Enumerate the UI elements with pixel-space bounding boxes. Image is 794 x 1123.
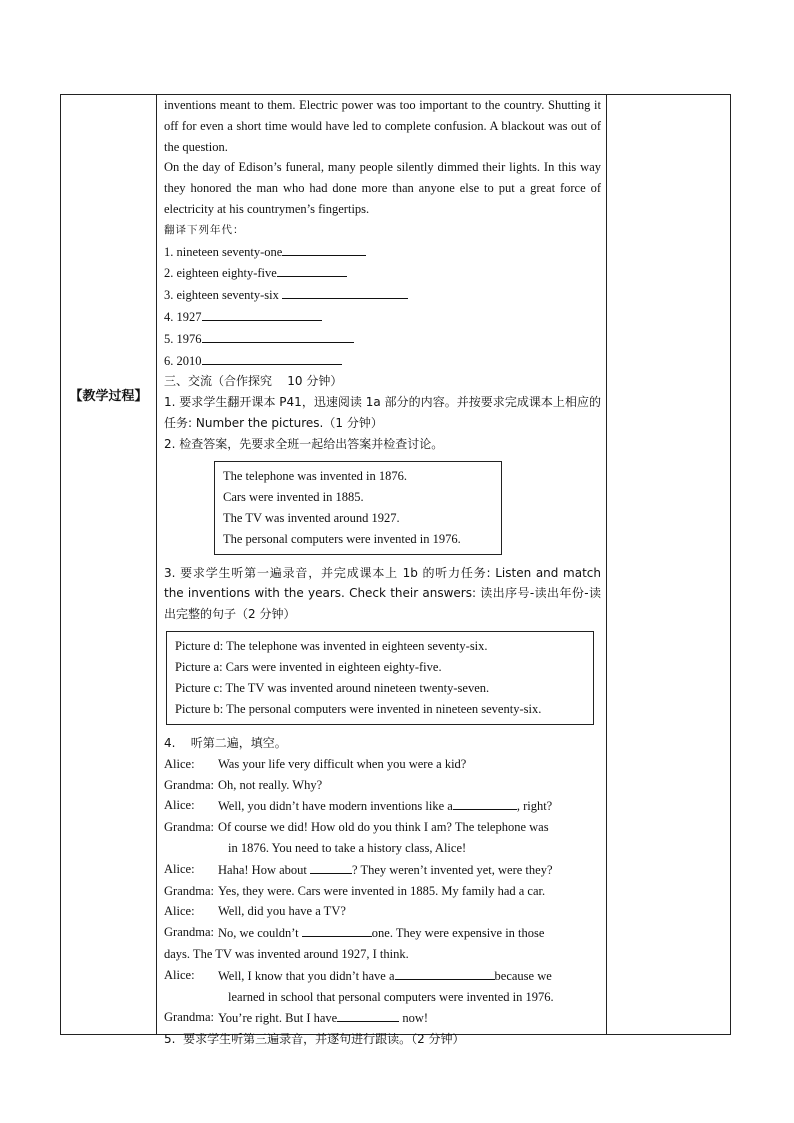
utterance-continuation: days. The TV was invented around 1927, I think. bbox=[164, 946, 409, 961]
year-item-4: 4. 1927 bbox=[164, 306, 601, 328]
step-2: 2. 检查答案，先要求全班一起给出答案并检查讨论。 bbox=[164, 436, 444, 451]
year-item-3: 3. eighteen seventy-six bbox=[164, 284, 601, 306]
answer-blank[interactable] bbox=[310, 859, 352, 874]
answer-line: The personal computers were invented in 1976. bbox=[223, 531, 461, 546]
year-item-1: 1. nineteen seventy-one bbox=[164, 241, 601, 263]
answer-blank[interactable] bbox=[453, 795, 517, 810]
answer-line: The TV was invented around 1927. bbox=[223, 510, 400, 525]
answer-line: Cars were invented in 1885. bbox=[223, 489, 364, 504]
answer-blank[interactable] bbox=[202, 350, 342, 365]
speaker: Alice: bbox=[164, 967, 195, 982]
speaker: Alice: bbox=[164, 861, 195, 876]
utterance: Was your life very difficult when you were a kid? bbox=[218, 756, 467, 771]
answers-box bbox=[214, 461, 502, 555]
answer-blank[interactable] bbox=[337, 1007, 399, 1022]
dialogue-line bbox=[164, 881, 601, 902]
dialogue-line bbox=[164, 901, 601, 922]
passage-paragraph-1: inventions meant to them. Electric power was too important to the country. Shutting it off for even a short time would have led to complete confusion. A blackout was out of the question. bbox=[164, 98, 601, 154]
year-item-5: 5. 1976 bbox=[164, 328, 601, 350]
year-item-6: 6. 2010 bbox=[164, 350, 601, 372]
answer-blank[interactable] bbox=[282, 241, 366, 256]
utterance: No, we couldn’t one. They were expensive in those bbox=[218, 922, 601, 944]
dialogue-line bbox=[164, 859, 601, 881]
utterance: Yes, they were. Cars were invented in 1885. My family had a car. bbox=[218, 883, 546, 898]
step-1: 1. 要求学生翻开课本 P41，迅速阅读 1a 部分的内容。并按要求完成课本上相应的任务: Number the pictures.（1 分钟） bbox=[164, 395, 601, 430]
dialogue-line bbox=[164, 754, 601, 775]
dialogue-line bbox=[164, 817, 601, 838]
translate-heading: 翻译下列年代： bbox=[164, 223, 245, 236]
answer-line: The telephone was invented in 1876. bbox=[223, 468, 407, 483]
speaker: Grandma: bbox=[164, 820, 214, 835]
speaker: Alice: bbox=[164, 798, 195, 813]
speaker: Grandma: bbox=[164, 883, 214, 898]
speaker: Grandma: bbox=[164, 925, 214, 940]
answer-blank[interactable] bbox=[302, 922, 372, 937]
utterance-continuation: in 1876. You need to take a history class, Alice! bbox=[228, 840, 467, 855]
utterance-continuation: learned in school that personal computers were invented in 1976. bbox=[228, 989, 554, 1004]
picture-answer-line: Picture b: The personal computers were invented in nineteen seventy-six. bbox=[175, 701, 542, 716]
speaker: Grandma: bbox=[164, 1010, 214, 1025]
utterance: Oh, not really. Why? bbox=[218, 777, 323, 792]
answer-blank[interactable] bbox=[277, 262, 347, 277]
picture-answer-line: Picture c: The TV was invented around nineteen twenty-seven. bbox=[175, 680, 490, 695]
answer-blank[interactable] bbox=[202, 328, 354, 343]
dialogue-line bbox=[164, 922, 601, 944]
passage-paragraph-2: On the day of Edison’s funeral, many people silently dimmed their lights. In this way they honored the man who had done more than anyone else to put a great force of electricity at his countrymen’s fingertips. bbox=[164, 160, 601, 216]
dialogue-line bbox=[164, 965, 601, 987]
pictures-box bbox=[166, 631, 594, 725]
utterance: Of course we did! How old do you think I am? The telephone was bbox=[218, 820, 549, 835]
step-5: 5. 要求学生听第三遍录音，并逐句进行跟读。（2 分钟） bbox=[164, 1032, 465, 1047]
lesson-table bbox=[60, 94, 731, 1047]
answer-blank[interactable] bbox=[202, 306, 322, 321]
picture-answer-line: Picture a: Cars were invented in eighteen eighty-five. bbox=[175, 659, 442, 674]
content-cell bbox=[164, 95, 601, 1050]
year-item-2: 2. eighteen eighty-five bbox=[164, 262, 601, 284]
utterance: You’re right. But I have now! bbox=[218, 1007, 601, 1029]
speaker: Alice: bbox=[164, 904, 195, 919]
picture-answer-line: Picture d: The telephone was invented in eighteen seventy-six. bbox=[175, 638, 488, 653]
speaker: Alice: bbox=[164, 756, 195, 771]
answer-blank[interactable] bbox=[395, 965, 495, 980]
dialogue-line bbox=[164, 795, 601, 817]
exchange-heading: 三、交流（合作探究 10 分钟） bbox=[164, 374, 343, 389]
utterance: Well, did you have a TV? bbox=[218, 904, 346, 919]
speaker: Grandma: bbox=[164, 777, 214, 792]
dialogue-line bbox=[164, 775, 601, 796]
answer-blank[interactable] bbox=[282, 284, 408, 299]
dialogue-line bbox=[164, 1007, 601, 1029]
section-label: 【教学过程】 bbox=[69, 389, 148, 404]
column-divider-right bbox=[606, 95, 607, 1034]
column-divider-left bbox=[156, 95, 157, 1034]
utterance: Haha! How about ? They weren’t invented yet, were they? bbox=[218, 859, 601, 881]
step-4: 4. 听第二遍，填空。 bbox=[164, 735, 287, 750]
utterance: Well, you didn’t have modern inventions like a , right? bbox=[218, 795, 601, 817]
step-3: 3. 要求学生听第一遍录音，并完成课本上 1b 的听力任务: Listen and match the inventions with the years. Check their answers: 读出序号-读出年份-读出完整的句子（2 分钟） bbox=[164, 565, 601, 622]
utterance: Well, I know that you didn’t have a because we bbox=[218, 965, 601, 987]
